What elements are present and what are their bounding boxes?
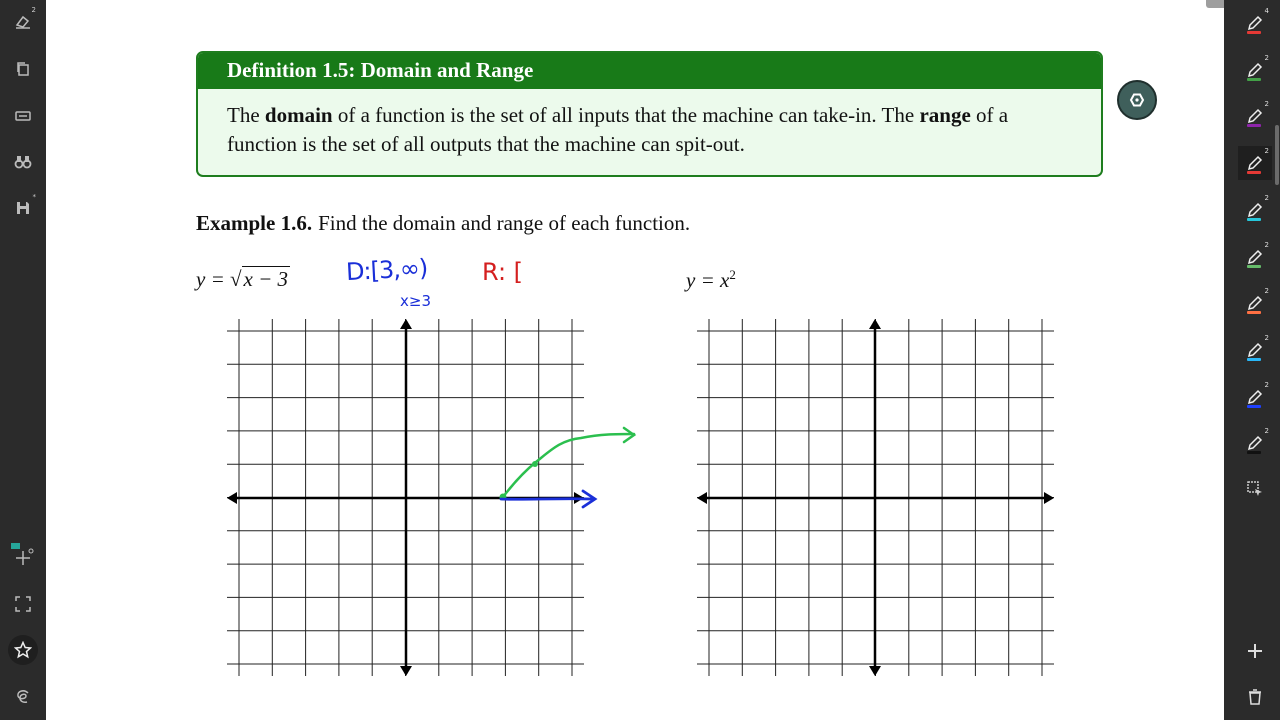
example-heading: Example 1.6. Find the domain and range of each function. [196, 211, 691, 235]
add-pen-button[interactable] [1238, 634, 1272, 668]
pen-button-9[interactable] [1238, 380, 1272, 414]
handwritten-range: R: [ [482, 258, 524, 286]
pen-icon [1246, 14, 1264, 32]
pen-button-2[interactable] [1238, 53, 1272, 87]
select-tool-button[interactable] [1238, 472, 1272, 506]
pen-icon [1246, 201, 1264, 219]
handwritten-domain: D:[3,∞) [345, 253, 428, 287]
pen-color-swatch [1247, 31, 1261, 34]
pen-color-swatch [1247, 78, 1261, 81]
pen-icon [1246, 107, 1264, 125]
trash-icon [1248, 689, 1262, 705]
x-axis-arrow-right [1044, 492, 1054, 504]
pen-badge: 2 [1264, 333, 1269, 342]
pen-badge: 2 [1264, 380, 1269, 389]
function-2: $y = x^2$ [686, 267, 736, 292]
favorite-button[interactable] [8, 635, 38, 665]
pen-button-6[interactable] [1238, 240, 1272, 274]
graph-grid-right [697, 319, 1054, 676]
pen-button-1[interactable] [1238, 6, 1272, 40]
pen-badge: 2 [1264, 100, 1269, 109]
pen-color-swatch [1247, 171, 1261, 174]
pen-icon [1246, 341, 1264, 359]
undo-swirl-icon [14, 688, 32, 706]
fullscreen-button[interactable] [8, 589, 38, 619]
blue-domain-ray [501, 499, 593, 500]
handwritten-condition: x≥3 [400, 292, 431, 310]
pen-button-4[interactable] [1238, 146, 1272, 180]
pen-color-swatch [1247, 265, 1261, 268]
pen-badge: 2 [1264, 147, 1269, 156]
function-1: y = √x − 3 [196, 267, 289, 291]
save-icon [15, 200, 31, 216]
pen-toolbar-scrollbar[interactable] [1275, 125, 1279, 185]
pen-icon [1246, 294, 1264, 312]
pen-badge: 2 [1264, 287, 1269, 296]
y-axis-arrow-up [400, 319, 412, 329]
pen-button-8[interactable] [1238, 333, 1272, 367]
pen-badge: 2 [1264, 427, 1269, 436]
pen-badge: 2 [1264, 240, 1269, 249]
pen-color-swatch [1247, 311, 1261, 314]
pen-icon [1246, 61, 1264, 79]
graphs-canvas [46, 0, 1224, 720]
star-icon [14, 641, 32, 659]
pen-color-swatch [1247, 451, 1261, 454]
find-button[interactable] [8, 147, 38, 177]
graph-grid-left [227, 319, 584, 676]
delete-button[interactable] [1238, 680, 1272, 714]
pen-icon [1246, 248, 1264, 266]
y-axis-arrow-down [869, 666, 881, 676]
x-axis-arrow-left [697, 492, 707, 504]
pen-badge: 4 [1264, 7, 1269, 15]
pen-color-swatch [1247, 405, 1261, 408]
pen-icon [1246, 154, 1264, 172]
document-page[interactable] [46, 0, 1224, 720]
pen-toolbar [1224, 0, 1280, 720]
pen-button-7[interactable] [1238, 286, 1272, 320]
keyboard-button[interactable] [8, 101, 38, 131]
pen-button-10[interactable] [1238, 426, 1272, 460]
y-axis-arrow-down [400, 666, 412, 676]
pen-badge: 2 [1264, 193, 1269, 202]
green-point-mid [532, 461, 538, 467]
y-axis-arrow-up [869, 319, 881, 329]
save-button[interactable]: * [8, 193, 38, 223]
pen-icon [1246, 388, 1264, 406]
pen-color-swatch [1247, 124, 1261, 127]
definition-title: Definition 1.5: Domain and Range [198, 53, 1101, 89]
pen-button-5[interactable] [1238, 193, 1272, 227]
eraser-icon [14, 12, 32, 30]
pen-button-3[interactable] [1238, 99, 1272, 133]
keyboard-icon [15, 110, 31, 122]
copy-button[interactable] [8, 54, 38, 84]
pen-icon [1246, 434, 1264, 452]
lasso-button[interactable] [8, 682, 38, 712]
pen-color-swatch [1247, 218, 1261, 221]
binoculars-icon [14, 154, 32, 170]
pen-badge: 2 [1264, 53, 1269, 62]
copy-icon [15, 61, 31, 77]
pen-color-swatch [1247, 358, 1261, 361]
definition-text: The domain of a function is the set of all inputs that the machine can take-in. The range of a function is the set of all outputs that the machine can spit-out. [227, 103, 1009, 156]
fullscreen-icon [15, 596, 31, 612]
add-element-icon [11, 543, 35, 567]
green-sketch-curve [503, 434, 634, 497]
selection-icon [1247, 481, 1263, 497]
plus-icon [1247, 643, 1263, 659]
left-toolbar [0, 0, 46, 720]
eraser-tool-button[interactable]: 2 [8, 6, 38, 36]
x-axis-arrow-left [227, 492, 237, 504]
add-element-button[interactable] [8, 540, 38, 570]
